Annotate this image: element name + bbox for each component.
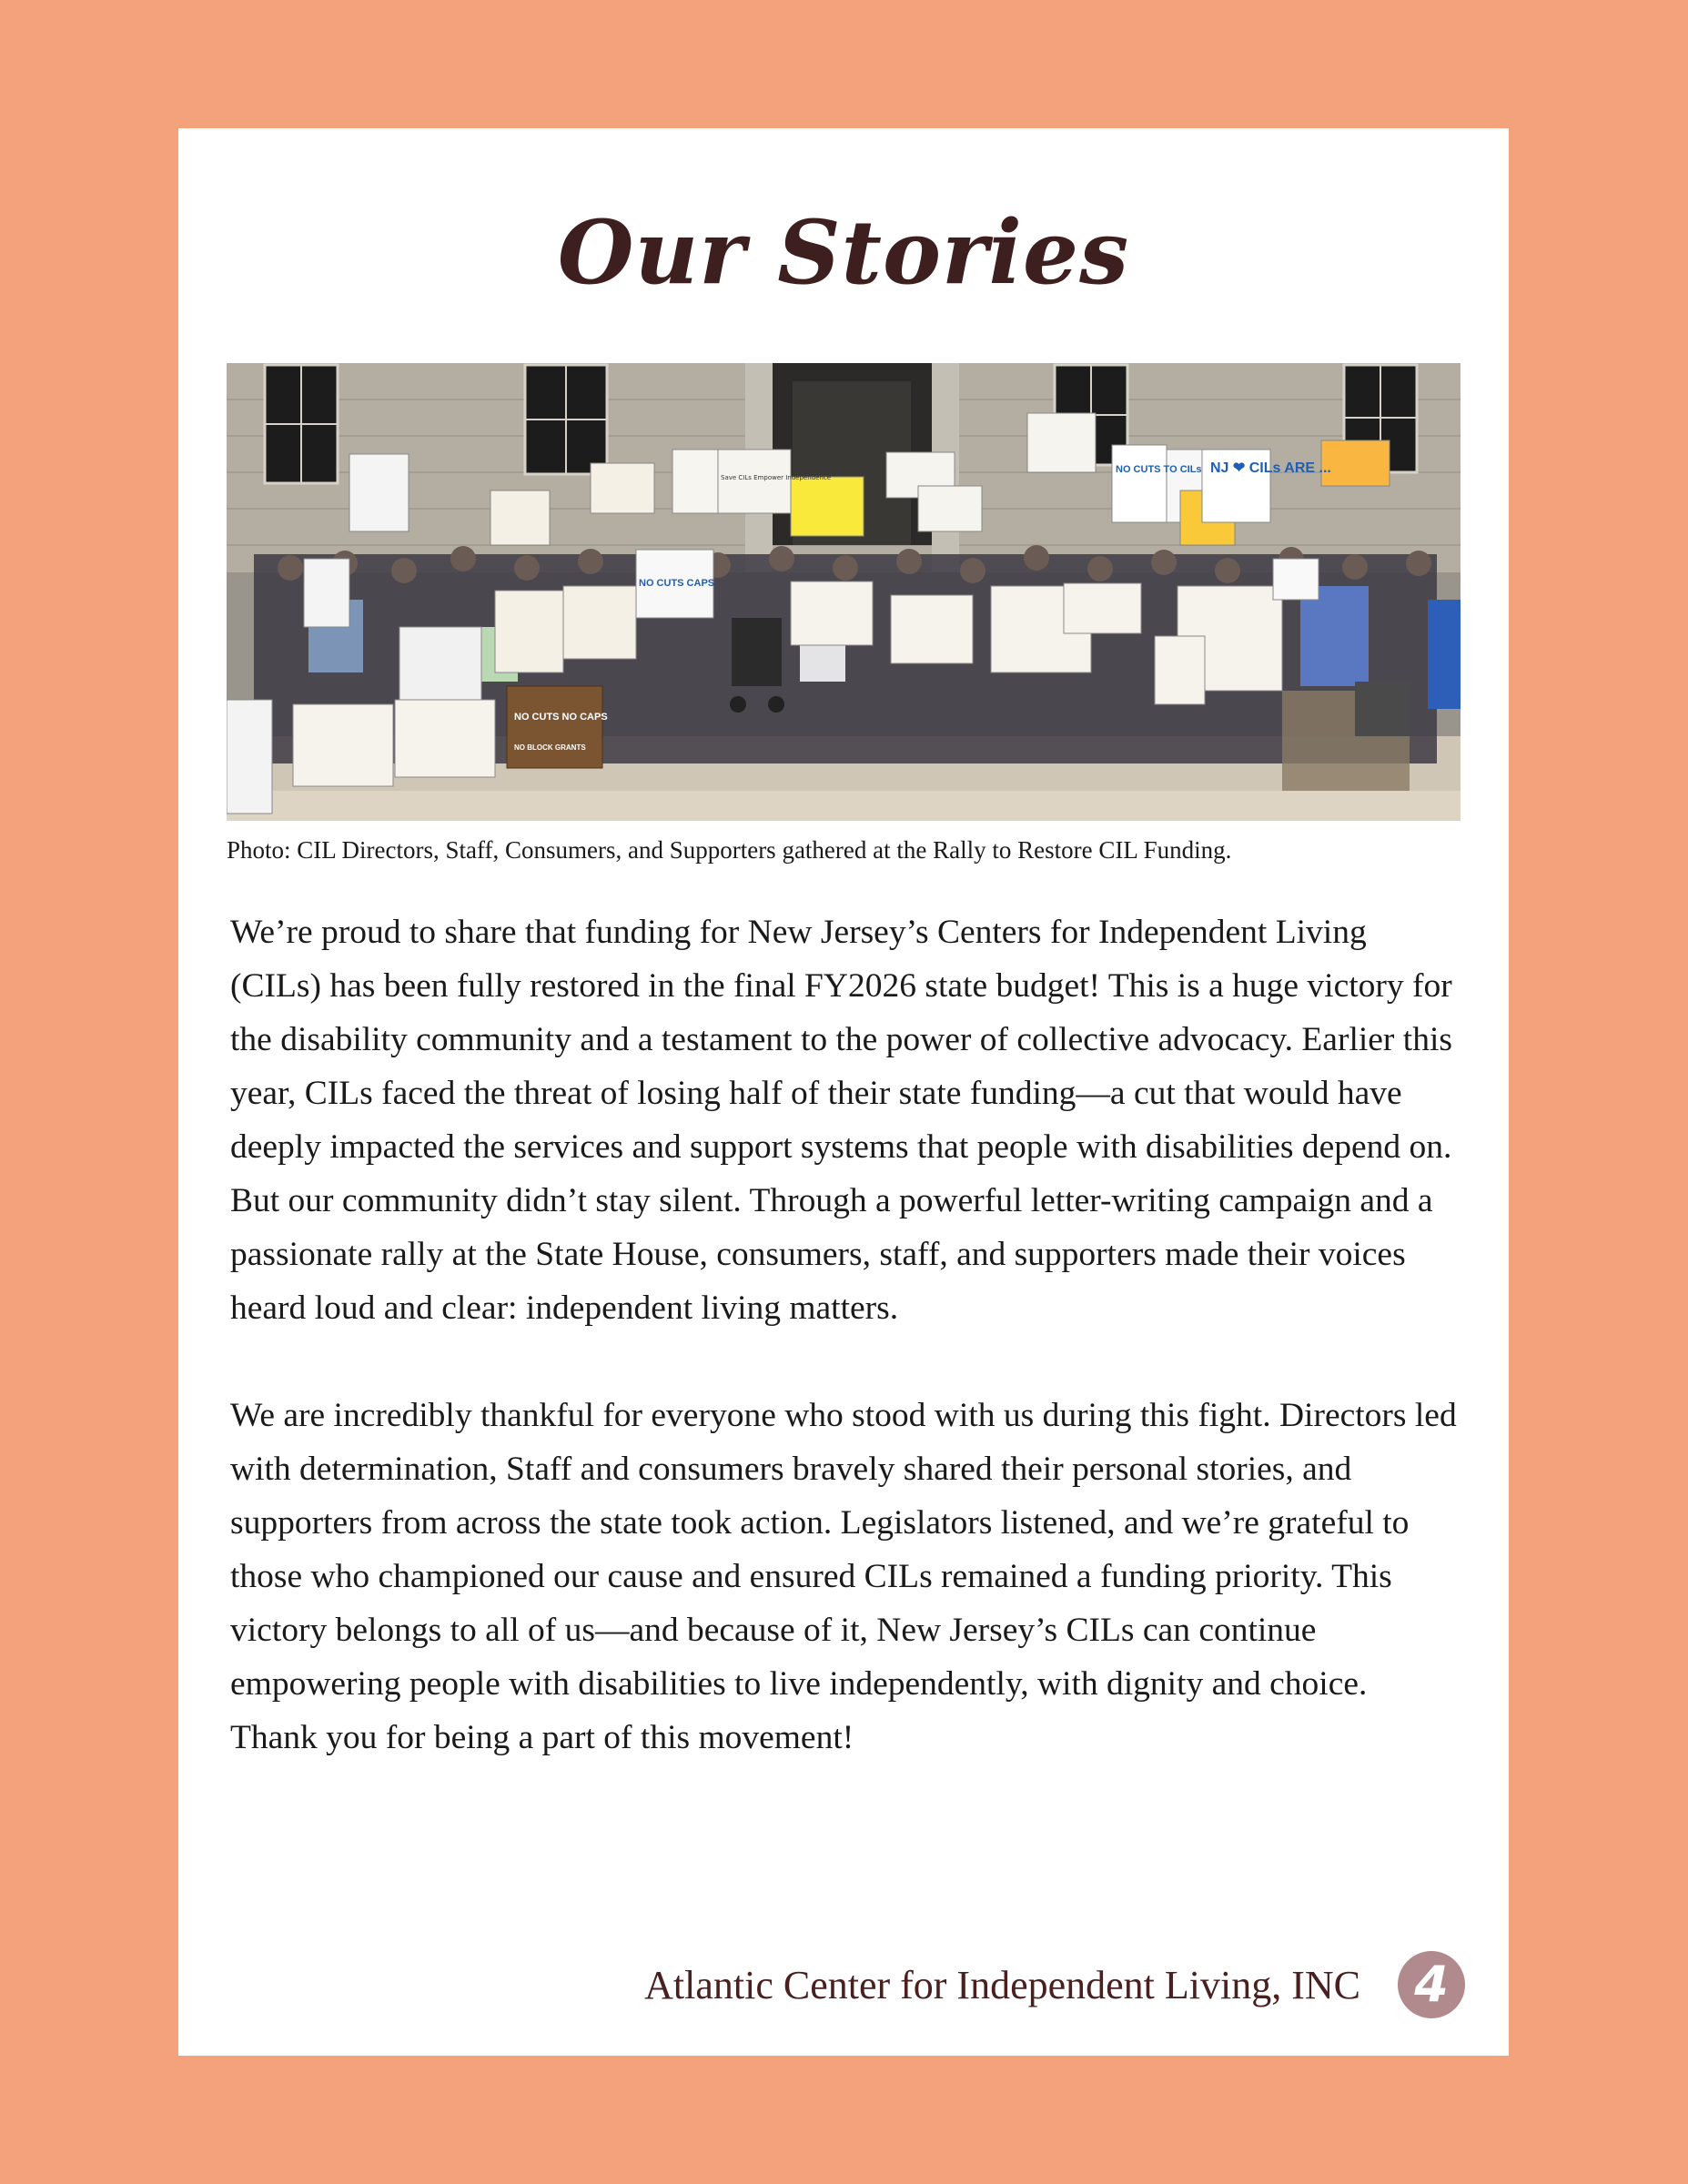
sign-nj-cils: NJ ❤ CILs ARE ... [1210, 460, 1331, 476]
sign-no-cuts-to-cils: NO CUTS TO CILs [1116, 464, 1202, 475]
article-body [230, 905, 1459, 1818]
page-number-badge: 4 [1398, 1951, 1465, 2018]
organization-name: Atlantic Center for Independent Living, INC [644, 1963, 1360, 2007]
sign-save-cils: Save CILs Empower Independence [721, 474, 832, 481]
page-card [178, 128, 1509, 2056]
sign-no-cuts-no-caps: NO CUTS NO CAPS [514, 712, 608, 723]
rally-photo [227, 363, 1461, 821]
photo-caption: Photo: CIL Directors, Staff, Consumers, and Supporters gathered at the Rally to Restore CIL Funding. [227, 836, 1232, 864]
article-paragraph: We are incredibly thankful for everyone who stood with us during this fight. Directors led with determination, Staff and consumers bravely shared their personal stories, and supporters from across the state took action. Legislators listened, and we’re grateful to those who championed our cause and ensured CILs remained a funding priority. This victory belongs to all of us—and because of it, New Jersey’s CILs can continue empowering people with disabilities to live independently, with dignity and choice. Thank you for being a part of this movement! [230, 1397, 1457, 1756]
sign-no-block-grants: NO BLOCK GRANTS [514, 743, 586, 752]
sign-cuts-caps: NO CUTS CAPS [639, 578, 715, 589]
footer [178, 1951, 1509, 2024]
article-paragraph: We’re proud to share that funding for New Jersey’s Centers for Independent Living (CILs) has been fully restored in the final FY2026 state budget! This is a huge victory for the disability community and a testament to the power of collective advocacy. Earlier this year, CILs faced the threat of losing half of their state funding—a cut that would have deeply impacted the services and support systems that people with disabilities depend on. But our community didn’t stay silent. Through a powerful letter-writing campaign and a passionate rally at the State House, consumers, staff, and supporters made their voices heard loud and clear: independent living matters. [230, 914, 1452, 1327]
page-title: Our Stories [557, 201, 1130, 304]
